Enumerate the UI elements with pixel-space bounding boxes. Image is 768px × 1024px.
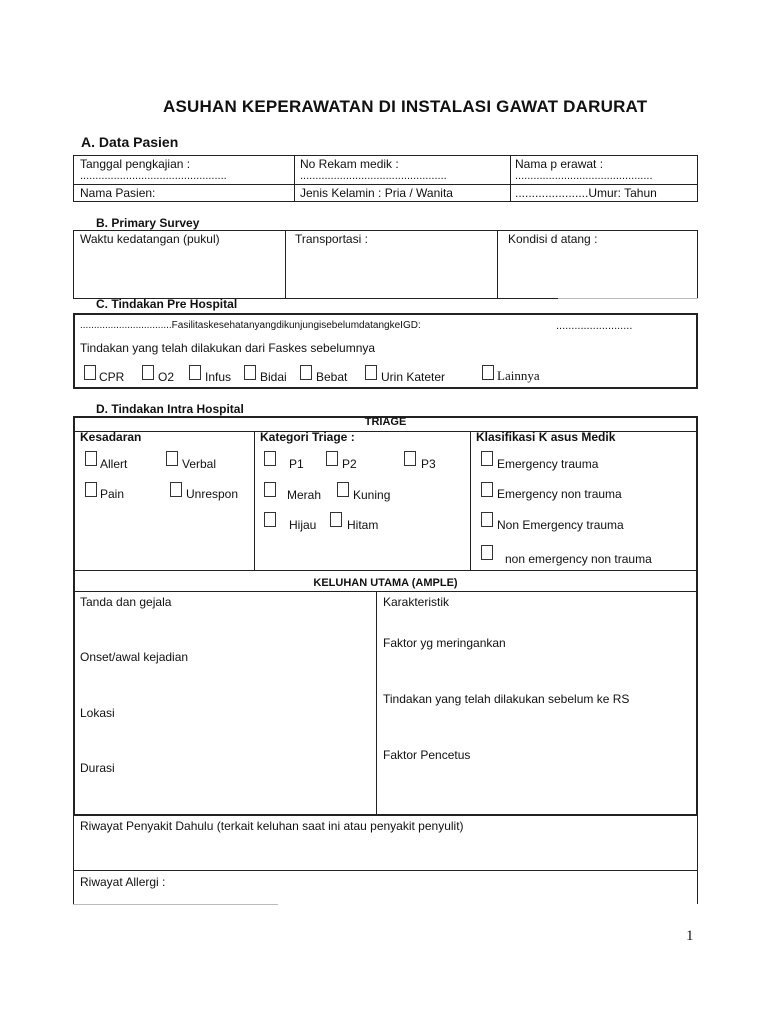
section-a-heading: A. Data Pasien — [81, 134, 179, 150]
non-emergency-trauma-label: Non Emergency trauma — [497, 518, 624, 532]
allert-label: Allert — [100, 457, 128, 471]
faktor-meringankan-label: Faktor yg meringankan — [383, 636, 506, 650]
hijau-label: Hijau — [289, 518, 317, 532]
table-divider — [73, 570, 698, 571]
waktu-kedatangan-label: Waktu kedatangan (pukul) — [80, 232, 220, 246]
perawat-label: Nama p erawat : — [515, 157, 604, 171]
merah-label: Merah — [287, 488, 322, 502]
table-left-border — [73, 230, 74, 298]
nama-pasien-label: Nama Pasien: — [80, 186, 156, 200]
non-emergency-non-trauma-label: non emergency non trauma — [505, 552, 652, 566]
unrespon-checkbox[interactable] — [170, 482, 182, 497]
table-bottom-border — [73, 904, 278, 905]
cpr-checkbox[interactable] — [84, 365, 96, 380]
non-emergency-trauma-checkbox[interactable] — [481, 512, 493, 527]
document-title: ASUHAN KEPERAWATAN DI INSTALASI GAWAT DARURAT — [163, 97, 648, 116]
verbal-label: Verbal — [182, 457, 217, 471]
kondisi-datang-label: Kondisi d atang : — [508, 232, 598, 246]
emergency-non-trauma-label: Emergency non trauma — [497, 487, 622, 501]
jenis-kelamin-label: Jenis Kelamin : Pria / Wanita — [300, 186, 453, 200]
hijau-checkbox[interactable] — [264, 512, 276, 527]
cpr-label: CPR — [99, 370, 125, 384]
merah-checkbox[interactable] — [264, 482, 276, 497]
section-c-heading: C. Tindakan Pre Hospital — [96, 297, 238, 311]
section-b-heading: B. Primary Survey — [96, 216, 200, 230]
p1-label: P1 — [289, 457, 304, 471]
lainnya-checkbox[interactable] — [482, 365, 494, 380]
hitam-label: Hitam — [347, 518, 379, 532]
verbal-checkbox[interactable] — [166, 451, 178, 466]
hitam-checkbox[interactable] — [330, 512, 342, 527]
table-top-border — [73, 230, 698, 231]
transportasi-label: Transportasi : — [295, 232, 368, 246]
table-divider — [470, 431, 471, 570]
o2-label: O2 — [158, 370, 175, 384]
emergency-non-trauma-checkbox[interactable] — [481, 482, 493, 497]
kuning-checkbox[interactable] — [337, 482, 349, 497]
kuning-label: Kuning — [353, 488, 391, 502]
page-number: 1 — [686, 928, 694, 944]
lainnya-label: Lainnya — [497, 368, 540, 383]
table-right-border — [697, 816, 698, 904]
triage-header: TRIAGE — [364, 416, 407, 428]
faktor-pencetus-label: Faktor Pencetus — [383, 748, 471, 762]
riwayat-penyakit-label: Riwayat Penyakit Dahulu (terkait keluhan saat ini atau penyakit penyulit) — [80, 819, 464, 833]
bidai-label: Bidai — [260, 370, 287, 384]
klasifikasi-header: Klasifikasi K asus Medik — [476, 430, 616, 444]
perawat-field[interactable]: ............................................. — [515, 170, 653, 182]
infus-checkbox[interactable] — [189, 365, 201, 380]
table-divider — [285, 230, 286, 298]
tindakan-faskes-label: Tindakan yang telah dilakukan dari Faskes sebelumnya — [80, 341, 376, 355]
emergency-trauma-checkbox[interactable] — [481, 451, 493, 466]
unrespon-label: Unrespon — [186, 487, 239, 501]
urin-kateter-label: Urin Kateter — [381, 370, 446, 384]
non-emergency-non-trauma-checkbox[interactable] — [481, 545, 493, 560]
table-divider — [73, 591, 698, 592]
faskes-line: .................................FasilitaskesehatanyangdikunjungisebelumdatangkeIGD: — [80, 320, 421, 331]
table-divider — [497, 230, 498, 298]
tanggal-label: Tanggal pengkajian : — [80, 157, 191, 171]
p2-label: P2 — [342, 457, 357, 471]
table-divider — [294, 155, 295, 202]
table-bottom-border — [558, 298, 698, 299]
table-right-border — [697, 230, 698, 298]
keluhan-utama-header: KELUHAN UTAMA (AMPLE) — [313, 577, 458, 589]
allert-checkbox[interactable] — [85, 451, 97, 466]
tanggal-field[interactable]: ................................................ — [80, 170, 227, 182]
p2-checkbox[interactable] — [326, 451, 338, 466]
table-divider — [73, 870, 698, 871]
emergency-trauma-label: Emergency trauma — [497, 457, 599, 471]
o2-checkbox[interactable] — [142, 365, 154, 380]
p3-label: P3 — [421, 457, 436, 471]
bebat-checkbox[interactable] — [300, 365, 312, 380]
bebat-label: Bebat — [316, 370, 348, 384]
tindakan-sebelum-rs-label: Tindakan yang telah dilakukan sebelum ke RS — [383, 692, 630, 706]
umur-label: ......................Umur: Tahun — [515, 186, 657, 200]
p3-checkbox[interactable] — [404, 451, 416, 466]
table-divider — [376, 591, 377, 816]
table-divider — [254, 431, 255, 570]
tanda-gejala-label: Tanda dan gejala — [80, 595, 172, 609]
table-divider — [73, 184, 698, 185]
section-d-heading: D. Tindakan Intra Hospital — [96, 402, 244, 416]
kesadaran-header: Kesadaran — [80, 430, 142, 444]
table-left-border — [73, 816, 74, 904]
durasi-label: Durasi — [80, 761, 115, 775]
riwayat-allergi-label: Riwayat Allergi : — [80, 875, 166, 889]
table-divider — [510, 155, 511, 202]
onset-label: Onset/awal kejadian — [80, 650, 189, 664]
faskes-field[interactable]: ......................... — [556, 320, 633, 332]
lokasi-label: Lokasi — [80, 706, 115, 720]
p1-checkbox[interactable] — [264, 451, 276, 466]
infus-label: Infus — [205, 370, 232, 384]
bidai-checkbox[interactable] — [244, 365, 256, 380]
kategori-triage-header: Kategori Triage : — [260, 430, 355, 444]
pain-label: Pain — [100, 487, 125, 501]
rekam-medik-label: No Rekam medik : — [300, 157, 399, 171]
pain-checkbox[interactable] — [85, 482, 97, 497]
karakteristik-label: Karakteristik — [383, 595, 450, 609]
rekam-medik-field[interactable]: ................................................ — [300, 170, 447, 182]
urin-kateter-checkbox[interactable] — [365, 365, 377, 380]
